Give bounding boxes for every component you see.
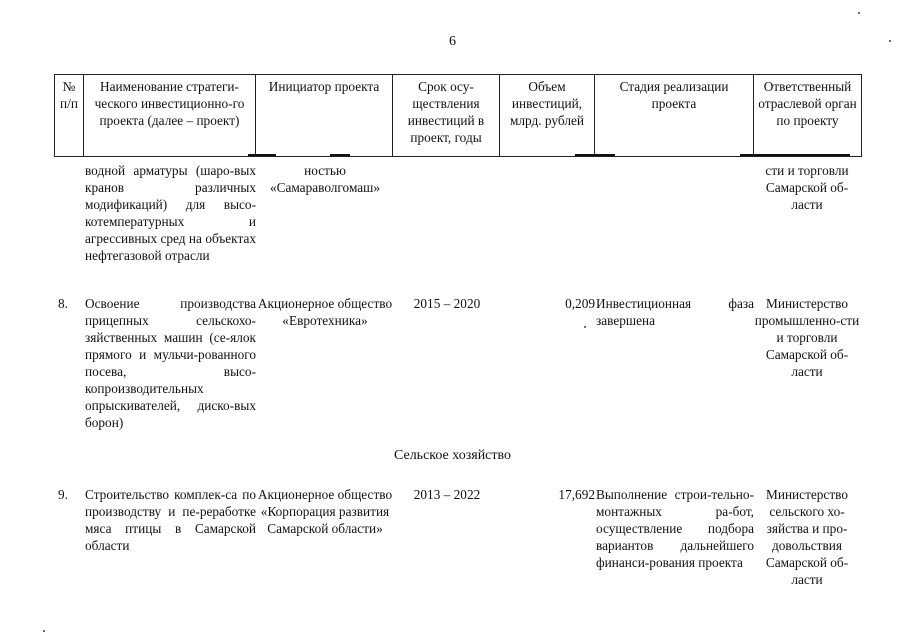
project-stage: Выполнение строи-тельно-монтажных ра-бот, осуществление подбора вариантов дальнейшего финанси-рования проекта: [596, 487, 754, 570]
header-col-initiator: Инициатор проекта: [256, 75, 393, 157]
project-name: Освоение производства прицепных сельскохо-зяйственных машин (се-ялок прямого и мульчи-рованного посева, высо-копроизводительных опрыскивателей, диско-вых борон): [85, 296, 256, 430]
section-title: Сельское хозяйство: [393, 448, 512, 463]
investment-volume: 0,209: [565, 296, 595, 311]
page-number: 6: [449, 34, 456, 49]
row-number: 8.: [58, 296, 68, 311]
investment-term: 2013 – 2022: [413, 487, 481, 502]
header-col-term: Срок осу-ществления инвестиций в проект, годы: [393, 75, 500, 157]
project-initiator: Акционерное общество «Корпорация развития Самарской области»: [257, 487, 393, 536]
header-col-volume: Объем инвестиций, млрд. рублей: [500, 75, 595, 157]
cut-border-segment: [740, 154, 850, 156]
scan-speck: [858, 12, 860, 14]
project-initiator: Акционерное общество «Евротехника»: [257, 296, 393, 328]
table-header: [54, 74, 862, 157]
project-initiator: ностью «Самараволгомаш»: [269, 163, 381, 195]
project-stage: Инвестиционная фаза завершена: [596, 296, 754, 328]
cut-border-segment: [248, 154, 276, 156]
investment-volume: 17,692: [558, 487, 595, 502]
responsible-authority: Министерство промышленно-сти и торговли Самарской об-ласти: [754, 296, 860, 379]
project-name: водной арматуры (шаро-вых кранов различных модификаций) для высо-котемпературных и агрессивных сред на объектах нефтегазовой отрасли: [85, 163, 256, 263]
responsible-authority: Министерство сельского хо-зяйства и про-довольствия Самарской об-ласти: [765, 487, 849, 587]
investment-term: 2015 – 2020: [413, 296, 481, 311]
scan-speck: [43, 630, 45, 632]
responsible-authority: сти и торговли Самарской об-ласти: [765, 163, 849, 212]
scan-speck: [889, 40, 891, 42]
row-number: 9.: [58, 487, 68, 502]
cut-border-segment: [575, 154, 615, 156]
scan-speck: [584, 326, 586, 328]
header-col-num: № п/п: [55, 75, 84, 157]
cut-border-segment: [330, 154, 350, 156]
header-col-authority: Ответственный отраслевой орган по проекту: [754, 75, 862, 157]
project-name: Строительство комплек-са по производству и пе-реработке мяса птицы в Самарской области: [85, 487, 256, 553]
header-col-stage: Стадия реализации проекта: [595, 75, 754, 157]
header-col-name: Наименование стратеги-ческого инвестиционно-го проекта (далее – проект): [84, 75, 256, 157]
